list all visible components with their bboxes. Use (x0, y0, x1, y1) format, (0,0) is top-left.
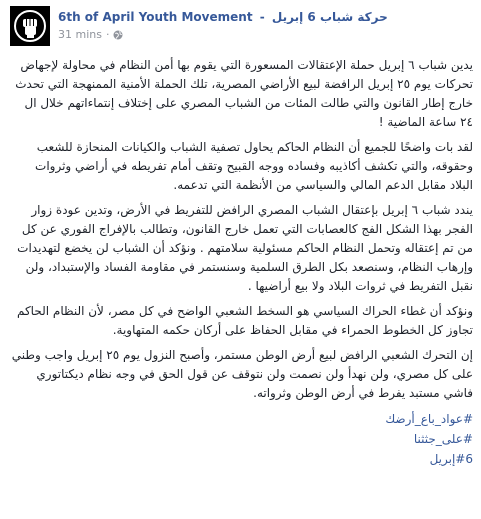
page-name-arabic[interactable]: حركة شباب 6 إبريل (271, 10, 388, 24)
page-name-link[interactable]: 6th of April Youth Movement (58, 10, 253, 24)
hashtag-link[interactable]: #6إبريل (429, 452, 473, 466)
globe-icon[interactable] (113, 30, 123, 40)
meta-dot: · (105, 28, 110, 41)
post-paragraph-5: إن التحرك الشعبي الرافض لبيع أرض الوطن مستمر، وأصبح النزول يوم ٢٥ إبريل واجب وطني على كل مصري، ولن نهدأ ولن نصمت ولن نتوقف عن قول الحق في وجه نظام ديكتاتوري فاشي مستبد يفرط في أرض الوطن وثرواته. (11, 348, 473, 400)
hashtag-list (10, 409, 473, 469)
post-paragraph-2: لقد بات واضحًا للجميع أن النظام الحاكم يحاول تصفية الشباب والكيانات المنحازة للشعب وحقوقه، والتي تكشف أكاذيبه وفساده ووجه القبيح وتقف أمام تفريطه في أراضي وثروات البلاد مقابل الدعم المالي والسياسي من الأنظمة التي تدعمه. (35, 140, 473, 192)
post-time-line (58, 28, 388, 42)
page-name-line (58, 9, 388, 25)
post-paragraph-4: ونؤكد أن غطاء الحراك السياسي هو السخط الشعبي الواضح في كل مصر، لأن النظام الحاكم تجاوز كل الخطوط الحمراء في مقابل الحفاظ على أركان حكمه المتهاوية. (16, 304, 473, 337)
name-separator: - (259, 10, 265, 24)
post-meta (58, 6, 388, 42)
page-avatar[interactable] (10, 6, 50, 46)
post-timestamp[interactable]: 31 mins (58, 28, 102, 41)
post-paragraph-1: يدين شباب ٦ إبريل حملة الإعتقالات المسعورة التي يقوم بها أمن النظام في محاولة لإجهاض تحركات يوم ٢٥ إبريل الرافضة لبيع الأراضي المصرية، تلك الحملة الأمنية الممنهجة التي تحدث خارج إطار القانون والتي طالت المئات من الشباب المصري على إختلاف إنتماءاتهم خلال ال ٢٤ ساعة الماضية ! (15, 58, 473, 129)
raised-fist-icon (13, 9, 47, 43)
hashtag-link[interactable]: #على_جثثنا (413, 432, 473, 446)
hashtag-link[interactable]: #عواد_باع_أرضك (385, 412, 473, 426)
post-header (10, 6, 473, 52)
post-paragraph-3: يندد شباب ٦ إبريل بإعتقال الشباب المصري الرافض للتفريط في الأرض، وتدين عودة زوار الفجر بهذا الشكل الفج كالعصابات التي تعمل خارج القانون، وتطالب بالإفراج الفوري عن كل من تم إعتقاله وتحمل النظام الحاكم مسئولية سلامتهم . ونؤكد أن الشباب لن يخضع لتهديدات وإرهاب النظام، وسنصعد بكل الطرق السلمية وسنستمر في مقاومة الفساد والإستبداد، ولن نقبل التفريط في ثروات البلاد ولا بيع أراضيها . (17, 203, 473, 293)
post-body (10, 56, 473, 469)
